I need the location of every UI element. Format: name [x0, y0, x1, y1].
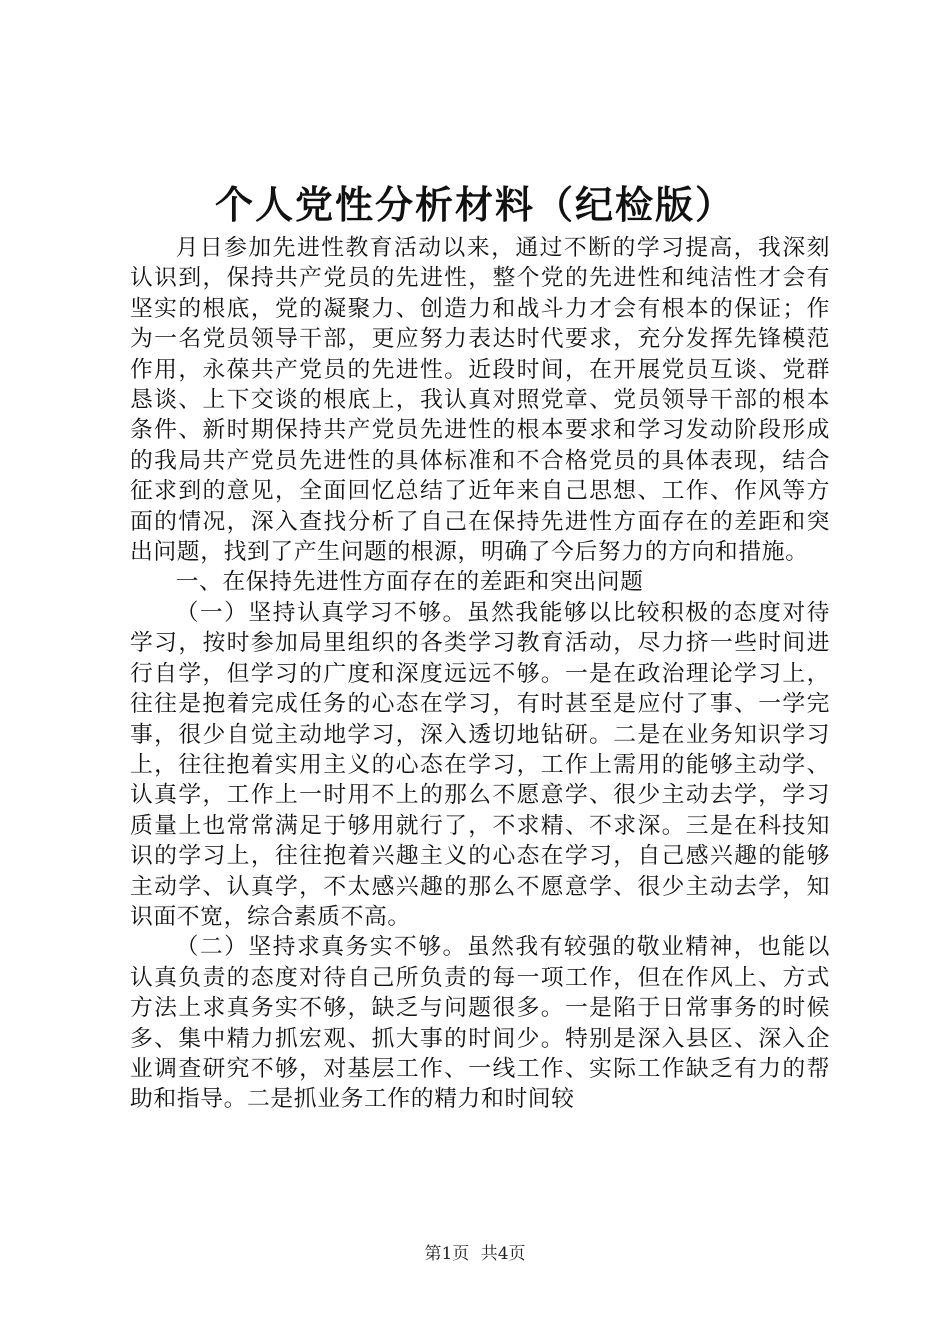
- document-title: 个人党性分析材料（纪检版）: [214, 182, 735, 227]
- intro-paragraph: 月日参加先进性教育活动以来，通过不断的学习提高，我深刻认识到，保持共产党员的先进性，整个党的先进性和纯洁性才会有坚实的根底，党的凝聚力、创造力和战斗力才会有根本的保证；作为一名党员领导干部，更应努力表达时代要求，充分发挥先锋模范作用，永葆共产党员的先进性。近段时间，在开展党员互谈、党群恳谈、上下交谈的根底上，我认真对照党章、党员领导干部的根本条件、新时期保持共产党员先进性的根本要求和学习发动阶段形成的我局共产党员先进性的具体标准和不合格党员的具体表现，结合征求到的意见，全面回忆总结了近年来自己思想、工作、作风等方面的情况，深入查找分析了自己在保持先进性方面存在的差距和突出问题，找到了产生问题的根源，明确了今后努力的方向和措施。: [130, 235, 830, 566]
- subsection-paragraph-1: （一）坚持认真学习不够。虽然我能够以比较积极的态度对待学习，按时参加局里组织的各类学习教育活动，尽力挤一些时间进行自学，但学习的广度和深度远远不够。一是在政治理论学习上，往往是抱着完成任务的心态在学习，有时甚至是应付了事、一学完事，很少自觉主动地学习，深入透切地钻研。二是在业务知识学习上，往往抱着实用主义的心态在学习，工作上需用的能够主动学、认真学，工作上一时用不上的那么不愿意学、很少主动去学，学习质量上也常常满足于够用就行了，不求精、不求深。三是在科技知识的学习上，往往抱着兴趣主义的心态在学习，自己感兴趣的能够主动学、认真学，不太感兴趣的那么不愿意学、很少主动去学，知识面不宽，综合素质不高。: [130, 599, 830, 930]
- subsection-paragraph-2: （二）坚持求真务实不够。虽然我有较强的敬业精神，也能以认真负责的态度对待自己所负责的每一项工作，但在作风上、方式方法上求真务实不够，缺乏与问题很多。一是陷于日常事务的时候多、集中精力抓宏观、抓大事的时间少。特别是深入县区、深入企业调查研究不够，对基层工作、一线工作、实际工作缺乏有力的帮助和指导。二是抓业务工作的精力和时间较: [130, 934, 830, 1113]
- page-number: 第1页: [424, 1244, 470, 1264]
- page-total: 共4页: [480, 1244, 526, 1264]
- page-footer: [0, 1243, 950, 1265]
- section-heading: 一、在保持先进性方面存在的差距和突出问题: [175, 569, 644, 596]
- document-body: [130, 233, 830, 1115]
